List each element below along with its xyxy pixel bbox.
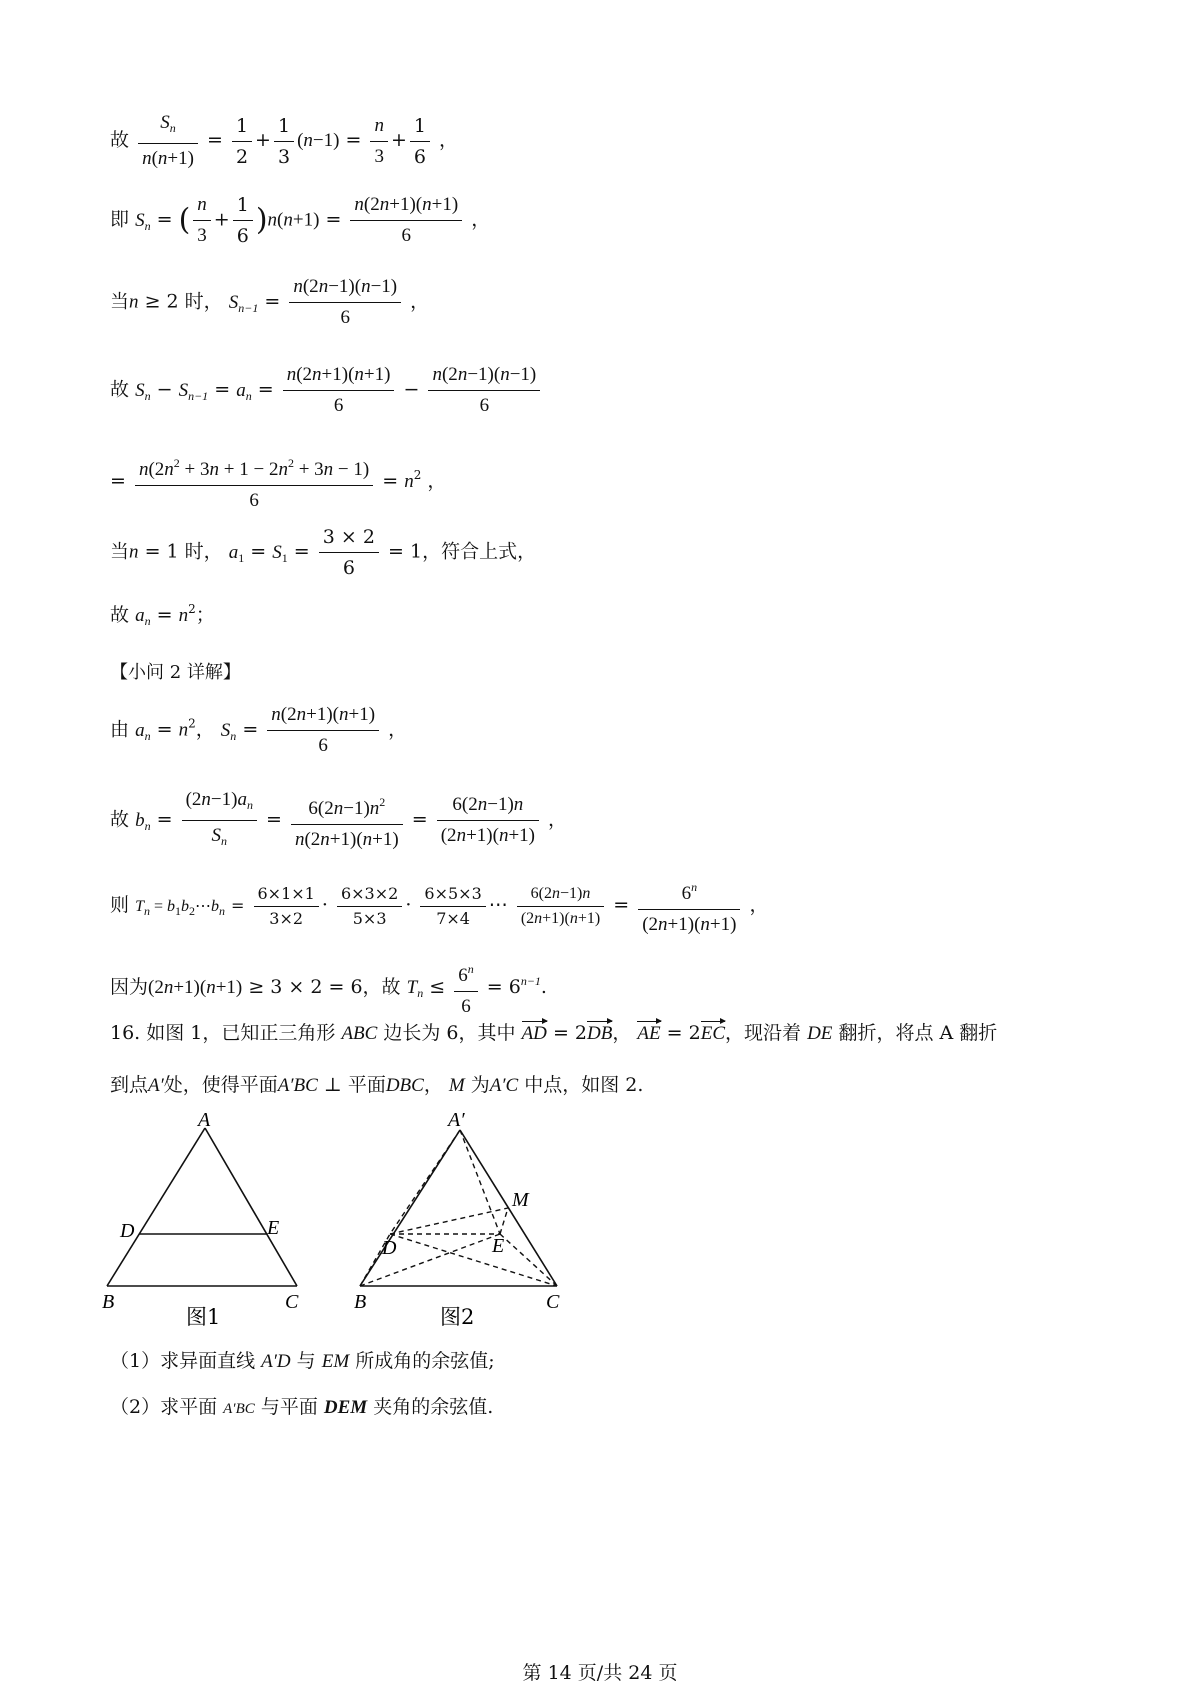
text-gu: 故	[110, 378, 130, 401]
problem-16-line-1: 16. 如图 1，已知正三角形 ABC 边长为 6，其中 AD = 2DB， AE = 2EC，现沿着 DE 翻折，将点 A 翻折	[110, 1018, 997, 1045]
text: 翻折，将点 A 翻折	[838, 1022, 998, 1044]
label-d: D	[120, 1220, 135, 1242]
punct: ，	[749, 894, 769, 916]
equation-line-1: 故 $\frac{S_n}{n(n+1)}$ = $\frac{1}{2}$ + $\frac{1}{3}$ (n−1) = $\frac{n}{3}$ + $\frac{1}{6}$ ，	[110, 108, 458, 174]
text-fuhe: ，符合上式，	[422, 540, 537, 563]
section-heading: 【小问 2 详解】	[110, 662, 241, 683]
punct: ，	[388, 718, 408, 741]
segment-dc-dashed	[390, 1234, 557, 1286]
text: ，	[423, 1074, 443, 1096]
label-e: E	[267, 1217, 280, 1239]
equation-line-7: 故 $a_n = n^2$；	[110, 602, 215, 628]
text: （1）求异面直线	[110, 1350, 256, 1372]
segment-em-dashed	[500, 1208, 508, 1234]
punct: ，	[195, 718, 215, 741]
label-m: M	[512, 1189, 529, 1211]
page-footer: 第 14 页/共 24 页	[522, 1662, 678, 1684]
text-dang: 当	[110, 290, 130, 313]
equation-line-12: 因为(2n+1)(n+1) ≥ 3 × 2 = 6，故 $T_n$ ≤ $\frac{6^n}{6}$ = $6^{n-1}$.	[110, 954, 547, 1022]
edge-ac	[205, 1128, 297, 1286]
punct: ，	[410, 290, 430, 313]
punct: ，	[439, 129, 459, 151]
label-c: C	[546, 1291, 560, 1313]
text: ，现沿着	[725, 1022, 802, 1044]
text: 处，使得平面	[163, 1074, 278, 1096]
text-dang: 当	[110, 540, 130, 563]
label-a: A	[198, 1110, 211, 1131]
text-ze: 则	[110, 894, 130, 916]
text: 夹角的余弦值.	[373, 1396, 494, 1418]
text-gu: 故	[110, 129, 130, 151]
equation-line-6: 当n = 1 时， $a_1 = S_1$ = $\frac{3 \times 2}{6}$ = 1，符合上式，	[110, 522, 536, 583]
equation-line-5: = $\frac{n(2n^2 + 3n + 1 - 2n^2 + 3n - 1)}{6}$ = $n^2$ ，	[110, 448, 446, 516]
problem-16-line-2: 到点A′处，使得平面A′BC ⊥ 平面DBC， M 为A′C 中点，如图 2.	[110, 1074, 644, 1096]
text-you: 由	[110, 718, 130, 741]
label-b: B	[102, 1291, 115, 1313]
text: 中点，如图 2.	[524, 1074, 644, 1096]
equation-line-4: 故 $S_n - S_{n-1} = a_n$ = $\frac{n(2n+1)(n+1)}{6}$ − $\frac{n(2n-1)(n-1)}{6}$	[110, 360, 543, 421]
punct: ，	[548, 808, 568, 831]
text-gu: 故	[110, 604, 130, 626]
punct: .	[540, 976, 547, 998]
text: 为	[470, 1074, 490, 1096]
question-2: （2）求平面 A′BC 与平面 DEM 夹角的余弦值.	[110, 1396, 494, 1418]
text: 边长为 6，其中	[383, 1022, 516, 1044]
text-shi: 时，	[184, 290, 223, 313]
text: 与平面	[260, 1396, 318, 1418]
label-c: C	[285, 1291, 299, 1313]
text-ji: 即	[110, 208, 130, 231]
text: 所成角的余弦值;	[355, 1350, 495, 1372]
figure-1-triangle	[100, 1110, 330, 1330]
label-d: D	[382, 1237, 397, 1259]
label-a-prime: A′	[448, 1109, 465, 1131]
edge-a-e-dashed	[460, 1130, 500, 1234]
figure-1-caption: 图1	[186, 1305, 221, 1329]
punct: ；	[195, 604, 215, 626]
text-yinwei: 因为	[110, 976, 149, 998]
text: 与	[296, 1350, 316, 1372]
edge-a-d-dashed	[390, 1130, 460, 1234]
edge-a-c	[460, 1130, 557, 1286]
label-e: E	[492, 1235, 505, 1257]
punct: ，	[427, 470, 447, 492]
text-shi: 时，	[184, 540, 223, 563]
text: 平面	[347, 1074, 386, 1096]
text: 到点	[110, 1074, 149, 1096]
equation-line-9: 由 $a_n = n^2$， $S_n$ = $\frac{n(2n+1)(n+1)}{6}$ ，	[110, 700, 407, 761]
text-gu: 故	[110, 808, 130, 831]
question-1: （1）求异面直线 A′D 与 EM 所成角的余弦值;	[110, 1350, 495, 1372]
edge-ab	[107, 1128, 205, 1286]
equation-line-3: 当n ≥ 2 时， $S_{n-1}$ = $\frac{n(2n-1)(n-1)}{6}$ ，	[110, 272, 429, 333]
problem-number: 16.	[110, 1022, 141, 1044]
equation-line-11: 则 $T_n$ = $b_1b_2\cdots b_n$ = $\frac{6\times 1\times 1}{3\times 2}$ · $\frac{6\times 3\times 2}{5\times 3}$ · $\frac{6\times 5\times 3}{7\times 4}$ ⋯ $\frac{6(2n-1)n}{(2n+1)(n+1)}$ = $\frac{6^n}{(2n+1)(n+1)}$ ，	[110, 872, 769, 940]
label-b: B	[354, 1291, 367, 1313]
segment-ec-dashed	[500, 1234, 557, 1286]
figure-2-caption: 图2	[440, 1305, 475, 1329]
equation-line-2: 即 $S_n$ = ( $\frac{n}{3}$ + $\frac{1}{6}$ )n(n+1) = $\frac{n(2n+1)(n+1)}{6}$ ，	[110, 190, 490, 251]
figure-2-folded	[350, 1102, 590, 1332]
text: （2）求平面	[110, 1396, 218, 1418]
text: 如图 1，已知正三角形	[146, 1022, 336, 1044]
equation-line-10: 故 $b_n$ = $\frac{(2n-1)a_n}{S_n}$ = $\frac{6(2n-1)n^2}{n(2n+1)(n+1)}$ = $\frac{6(2n-1)n}{(2n+1)(n+1)}$ ，	[110, 785, 567, 856]
segment-be-dashed	[360, 1234, 500, 1286]
punct: ，	[471, 208, 491, 231]
text-gu: ，故	[362, 976, 401, 998]
